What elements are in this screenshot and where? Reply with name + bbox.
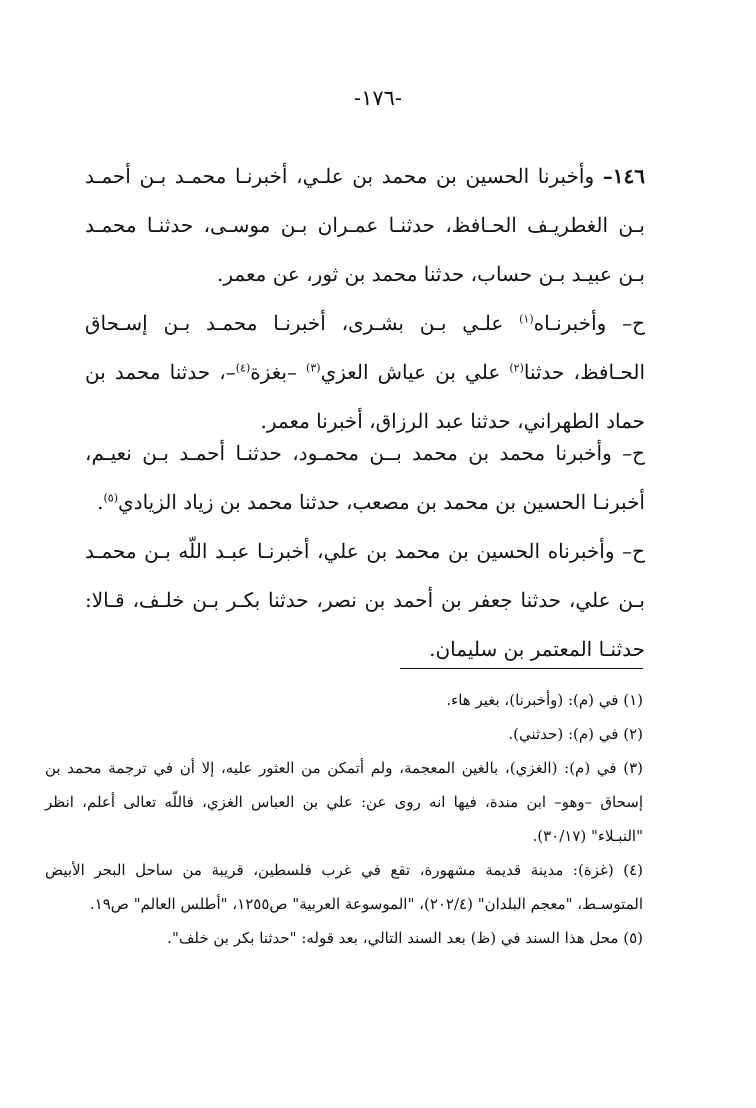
- paragraph-chain-4: [85, 527, 645, 674]
- footnote-divider: [400, 668, 643, 669]
- paragraph-text: [85, 152, 645, 299]
- footnote-ref-3: (٣): [306, 361, 321, 375]
- footnote-5: (٥) محل هذا السند في (ظ) بعد السند التالي، بعد قوله: "حدثنا بكر بن خلف".: [167, 929, 643, 947]
- text-segment: –بغزة: [250, 360, 307, 384]
- footnotes: [45, 683, 643, 955]
- text-segment: ح– وأخبرنـاه: [533, 311, 645, 335]
- text-segment: .: [97, 490, 104, 514]
- paragraph-chain-3: [85, 429, 645, 527]
- paragraph-body: وأخبرنا الحسين بن محمد بن علـي، أخبرنـا محمـد بـن أحمـد بـن الغطريـف الحـافظ، حدثنـا عمـران بـن موسـى، حدثنـا محمـد بـن عبيـد بـن حساب، حدثنا محمد بن ثور، عن معمر.: [85, 164, 645, 286]
- paragraph-chain-2: [85, 299, 645, 446]
- footnote-2: (٢) في (م): (حدثني).: [508, 725, 643, 743]
- footnote-3: (٣) في (م): (الغزي)، بالغين المعجمة، ولم أتمكن من العثور عليه، إلا أن في ترجمة محمد بن إسحاق –وهو– ابن مندة، فيها انه روى عن: علي بن العباس الغزي، فاللّه تعالى أعلم، انظر "النبـلاء" (٣٠/١٧).: [45, 759, 643, 845]
- text-segment: علـي بـن بشـرى، أخبرنـا محمـد بـن إسـحاق الحـافظ، حدثنا: [85, 311, 646, 384]
- page-number: -١٧٦-: [353, 86, 403, 110]
- footnote-ref-4: (٤): [235, 361, 251, 375]
- footnote-ref-5: (٥): [103, 491, 119, 505]
- paragraph-text: [85, 429, 645, 527]
- footnote-ref-1: (١): [519, 312, 534, 326]
- paragraph-text: [85, 299, 645, 446]
- hadith-number: ١٤٦–: [602, 164, 645, 188]
- text-segment: علي بن عياش العزي: [320, 360, 510, 384]
- footnote-4: (٤) (غزة): مدينة قديمة مشهورة، تقع في غرب فلسطين، قريبة من ساحل البحر الأبيض المتوسـط، "معجم البلدان" (٢٠٢/٤)، "الموسوعة العربية" ص١٢٥٥، "أطلس العالم" ص١٩.: [45, 861, 643, 913]
- footnote-1: (١) في (م): (وأخبرنا)، بغير هاء.: [446, 691, 643, 709]
- paragraph-hadith-146: [85, 152, 645, 299]
- text-segment: ح– وأخبرنا محمد بن محمد بــن محمـود، حدثنـا أحمـد بـن نعيـم، أخبرنـا الحسين بن محمد بن مصعب، حدثنا محمد بن زياد الزيادي: [85, 441, 645, 514]
- paragraph-text: ح– وأخبرناه الحسين بن محمد بن علي، أخبرنـا عبـد اللّه بـن محمـد بـن علي، حدثنا جعفر بن أحمد بن نصر، حدثنا بكـر بـن خلـف، قـالا: حدثنـا المعتمر بن سليمان.: [85, 539, 645, 661]
- footnote-ref-2: (٢): [509, 361, 524, 375]
- text-segment: –، حدثنا محمد بن حماد الطهراني، حدثنا عبد الرزاق، أخبرنا معمر.: [85, 360, 645, 433]
